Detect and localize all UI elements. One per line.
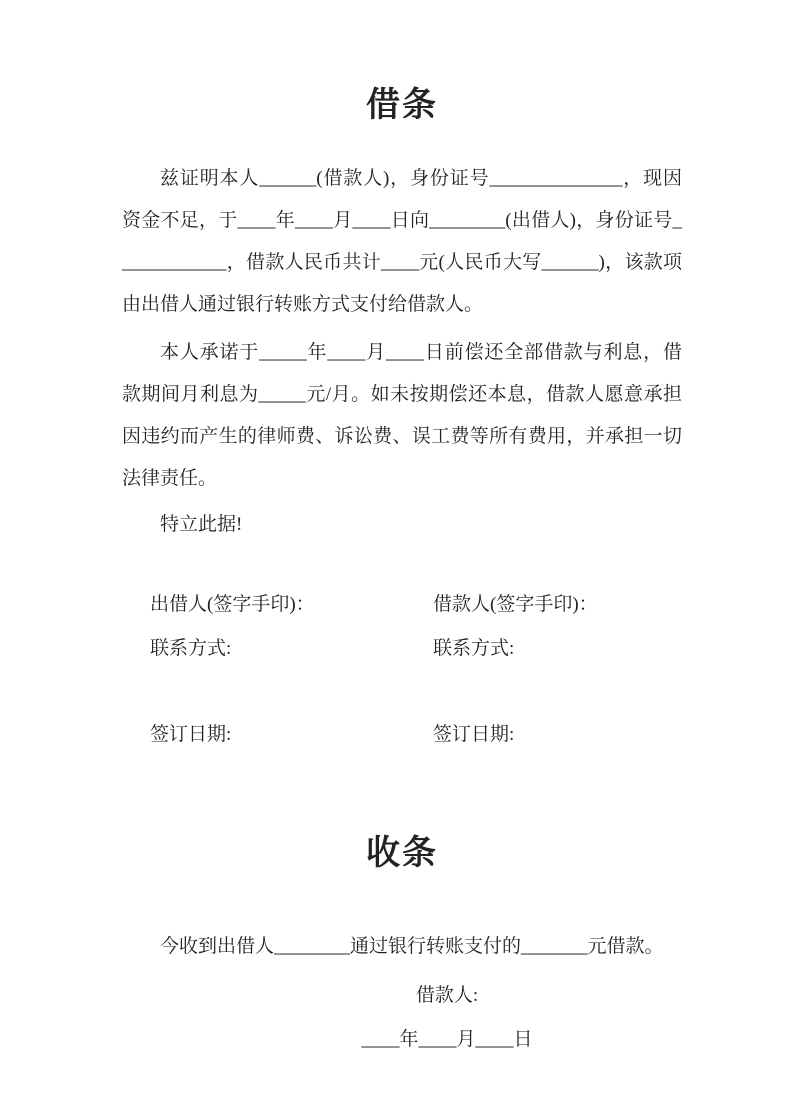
signature-section	[122, 590, 682, 750]
iou-paragraph-2: 本人承诺于_____年____月____日前偿还全部借款与利息，借款期间月利息为_____元/月。如未按期偿还本息，借款人愿意承担因违约而产生的律师费、诉讼费、误工费等所有费用，并承担一切法律责任。	[122, 342, 682, 489]
receipt-title: 收条	[366, 835, 438, 872]
lender-contact-label: 联系方式:	[150, 638, 232, 659]
lender-signature-label: 出借人(签字手印)：	[150, 594, 315, 615]
borrower-contact-label: 联系方式:	[433, 638, 515, 659]
signature-row-names	[122, 590, 682, 620]
borrower-sign-date-label: 签订日期:	[433, 724, 515, 745]
receipt-statement: 今收到出借人________通过银行转账支付的_______元借款。	[160, 936, 664, 957]
iou-title: 借条	[366, 87, 438, 124]
receipt-date-line: ____年____月____日	[361, 1029, 533, 1050]
receipt-borrower-label: 借款人:	[415, 985, 479, 1006]
iou-paragraph-1: 兹证明本人______(借款人)，身份证号______________，现因资金不足，于____年____月____日向________(出借人)，身份证号____________，借款人民币共计____元(人民币大写______)，该款项由出借人通过银行转账方式支付给借款人。	[122, 168, 682, 315]
signature-row-dates	[122, 720, 682, 750]
signature-row-contacts	[122, 634, 682, 664]
lender-sign-date-label: 签订日期:	[150, 724, 232, 745]
borrower-signature-label: 借款人(签字手印)：	[433, 594, 598, 615]
iou-closing-statement: 特立此据!	[160, 514, 243, 535]
